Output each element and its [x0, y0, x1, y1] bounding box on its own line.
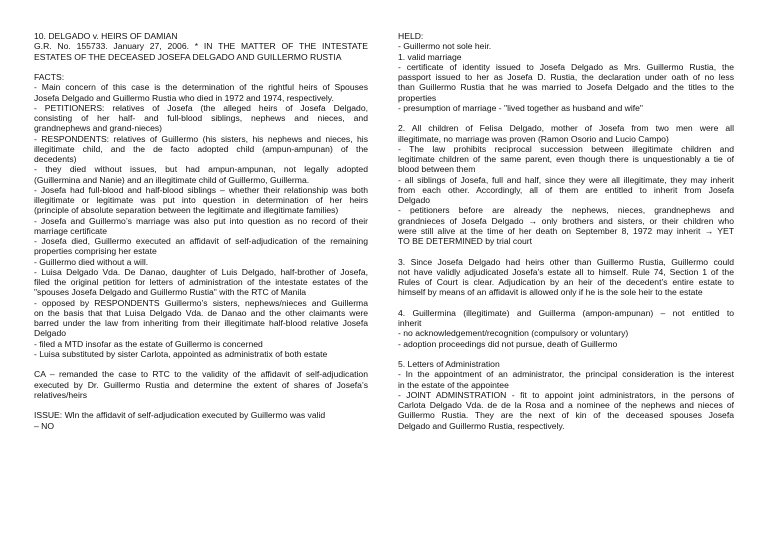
text-line: 3. Since Josefa Delgado had heirs other than Guillermo Rustia, Guillermo could: [398, 256, 734, 267]
facts-heading: FACTS:: [34, 72, 65, 82]
text-line: on the basis that that Luisa Delgado Vda. de Danao and the other claimants were: [34, 307, 368, 318]
text-line: Josefa Delgado and Guillermo Rustia who died in 1972 and 1974, respectively.: [34, 92, 334, 103]
text-line: were still alive at the time of her death on September 8, 1972 may inherit → YET: [398, 225, 734, 236]
text-line: from each other. Accordingly, all of them are entitled to inherit from Josefa: [398, 184, 734, 195]
text-line: - filed a MTD insofar as the estate of Guillermo is concerned: [34, 338, 263, 349]
text-line: - Guillermo died without a will.: [34, 256, 149, 267]
text-line: - JOINT ADMINSTRATION - fit to appoint joint administrators, in the persons of: [398, 389, 734, 400]
left-column: [34, 31, 368, 431]
text-line: - they died without issues, but had ampun-ampunan, not legally adopted: [34, 164, 368, 175]
text-line: 1. valid marriage: [398, 51, 462, 62]
text-line: 5. Letters of Administration: [398, 359, 500, 369]
text-line: not have validly adjudicated Josefa’s estate all to himself. Rule 74, Section 1 of the: [398, 266, 734, 277]
text-line: CA – remanded the case to RTC to the validity of the affidavit of self-adjudication: [34, 369, 368, 380]
text-line: grandnieces of Josefa Delgado → only brothers and sisters, or their children who: [398, 215, 734, 226]
text-line: - The law prohibits reciprocal succession between illegitimate children and: [398, 143, 734, 154]
text-line: - PETITIONERS: relatives of Josefa (the alleged heirs of Josefa Delgado,: [34, 102, 368, 113]
text-line: - Josefa and Guillermo’s marriage was also put into question as no record of their: [34, 215, 368, 226]
text-line: - In the appointment of an administrator, the principal consideration is the interest: [398, 369, 734, 380]
text-line: legitimate children of the same parent, even though there is unquestionably a tie of: [398, 154, 734, 164]
text-line: 10. DELGADO v. HEIRS OF DAMIAN: [34, 31, 178, 41]
text-line: (Guillermina and Nanie) and an illegitimate child of Guillermo, Guillerma.: [34, 174, 310, 185]
text-line: - adoption proceedings did not pursue, death of Guillermo: [398, 338, 618, 349]
case-header: [34, 31, 368, 62]
text-line: illegitimate, no marriage was proven (Ramon Osorio and Lucio Campo): [398, 133, 669, 144]
text-line: ISSUE: Wln the affidavit of self-adjudication executed by Guillermo was valid: [34, 410, 326, 421]
held-marriage-paragraph: [398, 41, 734, 113]
text-line: Delgado: [398, 195, 431, 205]
text-line: TO BE DETERMINED by trial court: [398, 236, 533, 246]
text-line: - certificate of identity issued to Josefa Delgado as Mrs. Guillermo Rustia, the: [398, 61, 734, 72]
text-line: - Luisa Delgado Vda. De Danao, daughter of Luis Delgado, half-brother of Josefa,: [34, 266, 368, 277]
text-line: - Luisa substituted by sister Carlota, appointed as administratix of both estate: [34, 348, 328, 359]
text-line: properties: [398, 92, 437, 103]
text-line: Delgado: [34, 328, 67, 339]
facts-body: [34, 82, 368, 359]
text-line: - Josefa had full-blood and half-blood siblings – whether their relationship was both: [34, 184, 368, 195]
held-letters-administration-paragraph: [398, 359, 734, 431]
text-line: Guillermo Rustia. They are the next of kin of the deceased spouses Josefa: [398, 410, 734, 421]
text-line: - petitioners before are already the nephews, nieces, grandnephews and: [398, 205, 734, 216]
text-line: - all siblings of Josefa, full and half, since they were all illegitimate, they may inherit: [398, 174, 734, 185]
text-line: barred under the law from inheriting from their illegitimate half-blood relative Josefa: [34, 318, 368, 328]
text-line: blood between them: [398, 164, 476, 175]
text-line: properties comprising her estate: [34, 246, 157, 257]
held-illegitimate-children-paragraph: [398, 123, 734, 246]
text-line: 2. All children of Felisa Delgado, mother of Josefa from two men were all: [398, 123, 734, 134]
text-line: Rules of Court is clear. Adjudication by an heir of the decedent’s entire estate to: [398, 277, 734, 287]
text-line: illegitimate child, and the de facto adopted child (ampun-ampunan) of the: [34, 143, 368, 154]
issue-statement: [34, 410, 368, 431]
text-line: marriage certificate: [34, 225, 108, 236]
text-line: G.R. No. 155733. January 27, 2006. * IN THE MATTER OF THE INTESTATE: [34, 41, 368, 52]
text-line: (principle of absolute separation between the legitimate and illegitimate families): [34, 205, 339, 216]
text-line: - Josefa died, Guillermo executed an affidavit of self-adjudication of the remaining: [34, 236, 368, 246]
held-heading: HELD:: [398, 31, 424, 41]
text-line: - Guillermo not sole heir.: [398, 41, 492, 52]
text-line: ESTATES OF THE DECEASED JOSEFA DELGADO AND GUILLERMO RUSTIA: [34, 51, 342, 62]
right-column: [398, 31, 734, 431]
text-line: 4. Guillermina (illegitimate) and Guillerma (ampon-ampunan) – not entitled to: [398, 307, 734, 318]
text-line: grandnephews and grand-nieces): [34, 123, 163, 134]
held-guillermina-paragraph: [398, 308, 734, 349]
text-line: - presumption of marriage - "lived together as husband and wife": [398, 102, 643, 113]
text-line: illegitimate or legitimate was put into question in determination of her heirs: [34, 195, 368, 205]
text-line: relatives/heirs: [34, 389, 88, 400]
text-line: decedents): [34, 154, 77, 164]
text-line: than Guillermo Rustia that he was married to Josefa Delgado and the titles to the: [398, 82, 734, 93]
ca-ruling: [34, 369, 368, 400]
text-line: in the estate of the appointee: [398, 379, 509, 390]
text-line: filed the original petition for letters of administration of the intestate estates of the: [34, 277, 368, 287]
text-line: "spouses Josefa Delgado and Guillermo Rustia" with the RTC of Manila: [34, 287, 307, 298]
text-line: Delgado and Guillermo Rustia, respectively.: [398, 420, 565, 431]
text-line: – NO: [34, 420, 55, 431]
text-line: Carlota Delgado Vda. de de la Rosa and a nominee of the nephews and nieces of: [398, 400, 734, 410]
text-line: passport issued to her as Josefa D. Rustia, the declaration under oath of no less: [398, 72, 734, 82]
text-line: himself by means of an affidavit is allowed only if he is the sole heir to the estate: [398, 287, 703, 298]
text-line: inherit: [398, 318, 422, 328]
text-line: executed by Dr. Guillermo Rustia and determine the extent of shares of Josefa’s: [34, 379, 368, 390]
text-line: - RESPONDENTS: relatives of Guillermo (his sisters, his nephews and nieces, his: [34, 133, 368, 144]
text-line: consisting of her half- and full-blood siblings, nephews and nieces, and: [34, 113, 368, 123]
text-line: - Main concern of this case is the determination of the rightful heirs of Spouses: [34, 82, 368, 93]
text-line: - no acknowledgement/recognition (compulsory or voluntary): [398, 328, 629, 339]
held-self-adjudication-paragraph: [398, 257, 734, 298]
text-line: - opposed by RESPONDENTS Guillermo’s sisters, nephews/nieces and Guillerma: [34, 297, 368, 308]
